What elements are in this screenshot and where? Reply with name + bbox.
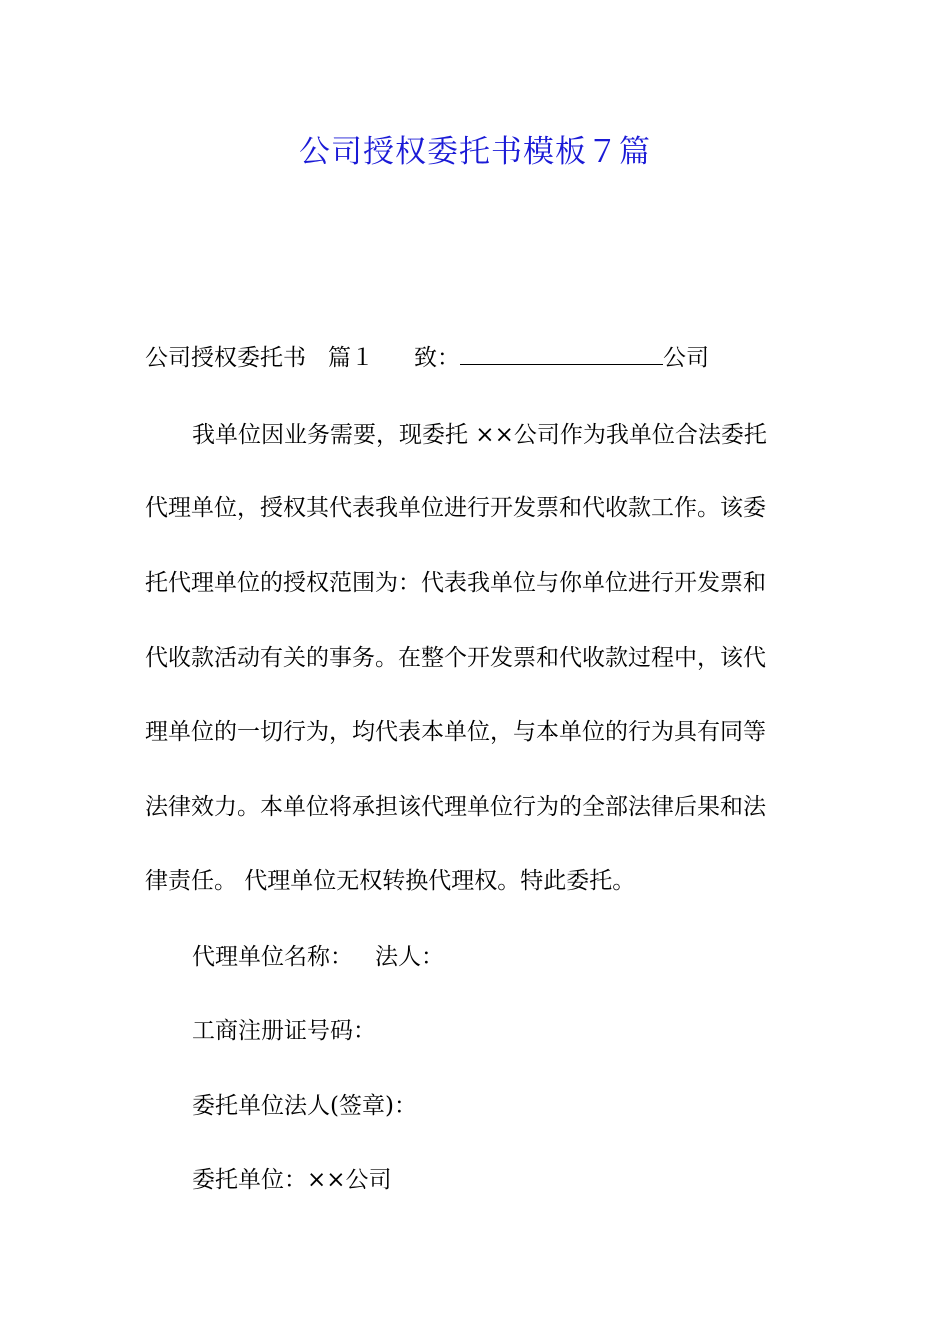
body-line: 律责任。 代理单位无权转换代理权。特此委托。 [145, 868, 636, 894]
agent-name-label: 代理单位名称： [192, 944, 353, 970]
letter-heading [145, 340, 825, 376]
heading-name: 公司授权委托书 [145, 345, 306, 371]
heading-part: 篇１ [328, 345, 374, 371]
document-title: 公司授权委托书模板７篇 [299, 134, 651, 170]
principal-signature-label: 委托单位法人(签章)： [192, 1093, 417, 1119]
body-line: 代收款活动有关的事务。在整个开发票和代收款过程中，该代 [145, 645, 766, 671]
principal-label: 委托单位：××公司 [192, 1167, 392, 1193]
recipient-label: 致： [414, 345, 460, 371]
agent-fields-line [192, 939, 872, 975]
legal-person-label: 法人： [375, 944, 444, 970]
body-line: 法律效力。本单位将承担该代理单位行为的全部法律后果和法 [145, 794, 766, 820]
body-line: 理单位的一切行为，均代表本单位，与本单位的行为具有同等 [145, 719, 766, 745]
registration-label: 工商注册证号码： [192, 1018, 376, 1044]
body-line: 我单位因业务需要，现委托 ××公司作为我单位合法委托 [192, 422, 767, 448]
recipient-suffix: 公司 [663, 345, 709, 371]
body-line: 代理单位，授权其代表我单位进行开发票和代收款工作。该委 [145, 495, 766, 521]
recipient-blank-line [460, 342, 663, 365]
body-line: 托代理单位的授权范围为：代表我单位与你单位进行开发票和 [145, 570, 766, 596]
